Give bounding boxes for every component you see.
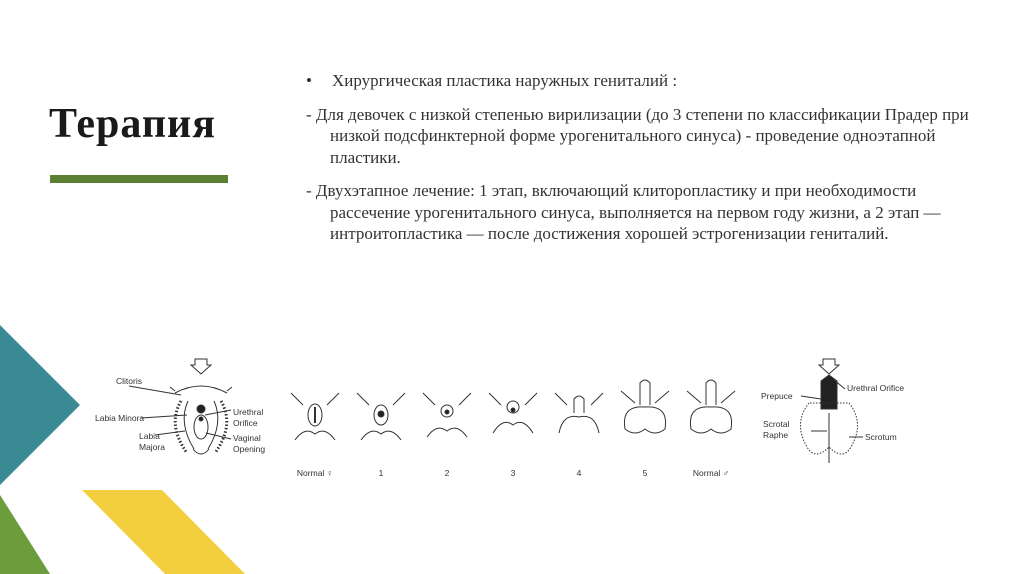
male-anatomy-illustration <box>800 359 863 463</box>
label-vaginal-opening-2: Opening <box>233 444 266 454</box>
bullet-marker: • <box>306 71 312 90</box>
stage-figure-2 <box>423 393 471 437</box>
bullet-item <box>306 70 986 92</box>
stage-figure-normal-male <box>687 380 735 433</box>
label-scrotal-raphe-1: Scrotal <box>763 419 790 429</box>
label-labia-minora: Labia Minora <box>95 413 145 423</box>
stage-label-5: 5 <box>642 468 648 478</box>
label-urethral-orifice-2: Orifice <box>233 418 258 428</box>
stage-label-3: 3 <box>510 468 516 478</box>
paragraph-one-stage: - Для девочек с низкой степенью вирилизации (до 3 степени по классификации Прадер при низкой подсфинктерной форме урогенитального синуса) - проведение одноэтапной пластики. <box>306 104 969 167</box>
slide-body <box>306 70 986 257</box>
stage-figure-normal-female <box>291 393 339 440</box>
stage-figure-3 <box>489 393 537 433</box>
stage-figure-5 <box>621 380 669 433</box>
stage-label-normal-female: Normal ♀ <box>296 468 334 478</box>
stage-figure-1 <box>357 393 405 440</box>
down-arrow-icon-male <box>819 359 839 374</box>
stage-label-normal-male: Normal ♂ <box>692 468 730 478</box>
slide-title: Терапия <box>49 101 216 147</box>
title-underline <box>50 175 228 183</box>
stage-label-1: 1 <box>378 468 384 478</box>
stage-figure-4 <box>555 393 603 433</box>
down-arrow-icon <box>191 359 211 374</box>
label-urethral-orifice-1: Urethral <box>233 407 264 417</box>
stage-label-4: 4 <box>576 468 582 478</box>
label-labia-majora-2: Majora <box>139 442 165 452</box>
label-labia-majora-1: Labia <box>139 431 160 441</box>
prader-diagram <box>95 355 935 490</box>
label-scrotum: Scrotum <box>865 432 897 442</box>
bullet-text: Хирургическая пластика наружных гениталий : <box>332 71 678 90</box>
label-vaginal-opening-1: Vaginal <box>233 433 261 443</box>
label-urethral-orifice-male: Urethral Orifice <box>847 383 905 393</box>
label-prepuce: Prepuce <box>761 391 793 401</box>
yellow-parallelogram <box>82 490 245 574</box>
teal-triangle <box>0 325 80 485</box>
label-clitoris: Clitoris <box>116 376 142 386</box>
paragraph-two-stage: - Двухэтапное лечение: 1 этап, включающий клиторопластику и при необходимости рассечение урогенитального синуса, выполняется на первом году жизни, а 2 этап — интроитопластика — после достижения хорошей эстрогенизации гениталий. <box>306 181 941 243</box>
label-scrotal-raphe-2: Raphe <box>763 430 789 440</box>
green-triangle <box>0 495 50 574</box>
stage-label-2: 2 <box>444 468 450 478</box>
